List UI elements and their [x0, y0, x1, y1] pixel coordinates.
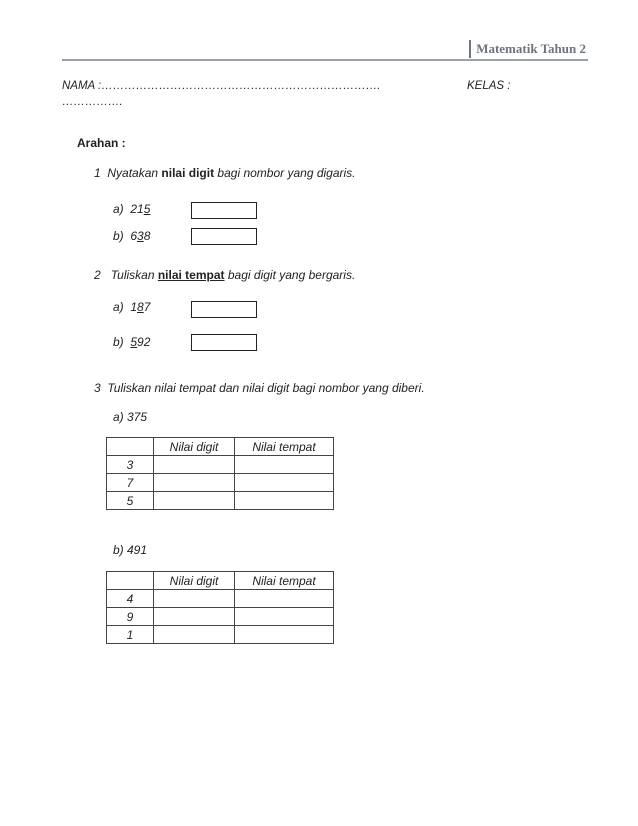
nilai-digit-cell[interactable]	[154, 492, 235, 510]
answer-box[interactable]	[191, 202, 257, 219]
table-row	[107, 626, 334, 644]
nilai-digit-cell[interactable]	[154, 608, 235, 626]
q1-item-b	[113, 229, 150, 243]
table-header-cell	[107, 438, 154, 456]
question-3-number: 3	[94, 381, 101, 395]
question-1-number: 1	[94, 166, 101, 180]
table-header-cell: Nilai tempat	[235, 438, 334, 456]
digit-cell: 7	[107, 474, 154, 492]
class-field-dots: …………….	[62, 96, 123, 108]
item-number-pre: 1	[130, 300, 138, 314]
table-header-cell	[107, 572, 154, 590]
question-1-prefix: Nyatakan	[107, 166, 159, 180]
class-field-label: KELAS :	[467, 80, 511, 92]
table-row	[107, 590, 334, 608]
table-row	[107, 492, 334, 510]
item-letter: a)	[113, 202, 124, 216]
answer-box[interactable]	[191, 228, 257, 245]
question-2-suffix: bagi digit yang bergaris.	[227, 268, 356, 282]
item-number-pre: 21	[130, 202, 144, 216]
question-2-bold: nilai tempat	[157, 268, 225, 282]
item-letter: a)	[113, 300, 124, 314]
answer-box[interactable]	[191, 301, 257, 318]
nilai-tempat-cell[interactable]	[235, 590, 334, 608]
item-number-underlined: 3	[137, 229, 144, 243]
digit-cell: 3	[107, 456, 154, 474]
item-number-pre: 6	[130, 229, 138, 243]
q1-item-a	[113, 202, 150, 216]
table-row	[107, 608, 334, 626]
name-field-label: NAMA :……………………………………………………………….	[62, 80, 381, 92]
nilai-digit-cell[interactable]	[154, 456, 235, 474]
question-2	[94, 268, 355, 282]
table-row	[107, 456, 334, 474]
digit-cell: 5	[107, 492, 154, 510]
nilai-digit-cell[interactable]	[154, 590, 235, 608]
item-number-underlined: 5	[130, 335, 138, 349]
digit-cell: 4	[107, 590, 154, 608]
q3-part-a-label: a) 375	[113, 410, 148, 424]
question-1	[94, 166, 356, 180]
question-2-prefix: Tuliskan	[110, 268, 155, 282]
item-number-underlined: 8	[137, 300, 144, 314]
nilai-digit-cell[interactable]	[154, 474, 235, 492]
digit-cell: 1	[107, 626, 154, 644]
nilai-tempat-cell[interactable]	[235, 626, 334, 644]
question-3	[94, 381, 425, 395]
table-row	[107, 474, 334, 492]
question-2-number: 2	[94, 268, 101, 282]
item-number-post: 8	[143, 229, 151, 243]
q2-item-a	[113, 300, 150, 314]
question-1-suffix: bagi nombor yang digaris.	[217, 166, 356, 180]
question-1-bold: nilai digit	[161, 166, 215, 180]
header-title: Matematik Tahun 2	[469, 40, 586, 58]
q3-part-b-label: b) 491	[113, 543, 148, 557]
table-header-cell: Nilai digit	[154, 572, 235, 590]
table-header-row	[107, 438, 334, 456]
item-letter: b)	[113, 229, 124, 243]
nilai-tempat-cell[interactable]	[235, 608, 334, 626]
nilai-tempat-cell[interactable]	[235, 456, 334, 474]
answer-box[interactable]	[191, 334, 257, 351]
nilai-digit-cell[interactable]	[154, 626, 235, 644]
nilai-tempat-cell[interactable]	[235, 474, 334, 492]
instructions-heading: Arahan :	[77, 136, 126, 150]
table-header-row	[107, 572, 334, 590]
digit-cell: 9	[107, 608, 154, 626]
header-divider	[62, 59, 588, 61]
item-number-post: 92	[137, 335, 151, 349]
item-number-post: 7	[143, 300, 151, 314]
question-3-text: Tuliskan nilai tempat dan nilai digit bagi nombor yang diberi.	[107, 381, 425, 395]
q2-item-b	[113, 335, 150, 349]
q3-table-b	[106, 571, 334, 644]
item-number-underlined: 5	[143, 202, 151, 216]
table-header-cell: Nilai digit	[154, 438, 235, 456]
item-letter: b)	[113, 335, 124, 349]
table-header-cell: Nilai tempat	[235, 572, 334, 590]
nilai-tempat-cell[interactable]	[235, 492, 334, 510]
q3-table-a	[106, 437, 334, 510]
